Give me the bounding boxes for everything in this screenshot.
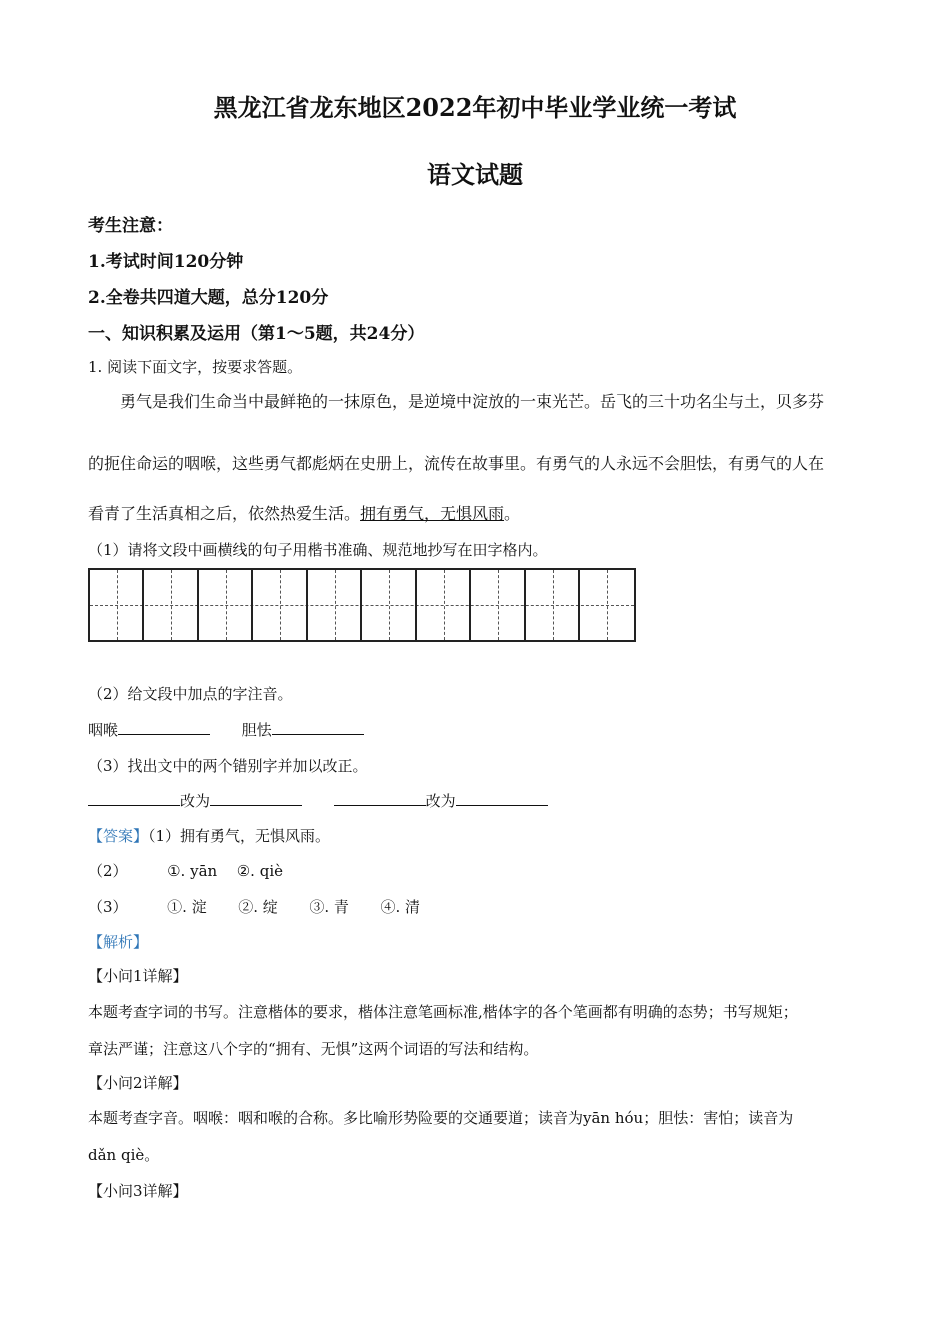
sub-question-1: （1）请将文段中画横线的句子用楷书准确、规范地抄写在田字格内。 [88, 541, 548, 559]
question-prompt [88, 356, 302, 377]
answer-line-1 [88, 825, 330, 846]
pinyin-blank-2[interactable] [272, 720, 364, 735]
grid-vertical-midline [444, 570, 445, 640]
grid-vertical-midline [553, 570, 554, 640]
grid-vertical-midline [280, 570, 281, 640]
analysis-sub-2-line-2: dǎn qiè。 [88, 1146, 160, 1164]
correct-char-blank-2[interactable] [456, 791, 548, 806]
grid-vertical-midline [226, 570, 227, 640]
answer-2-number: （2） [88, 862, 128, 880]
pinyin-blank-1[interactable] [118, 720, 210, 735]
word-danqie: 胆怯 [241, 721, 272, 739]
wrong-char-blank-1[interactable] [88, 791, 180, 806]
passage-line-3-end: 。 [504, 504, 521, 523]
grid-vertical-midline [171, 570, 172, 640]
analysis-sub-1-line-2: 章法严谨；注意这八个字的“拥有、无惧”这两个词语的写法和结构。 [88, 1040, 539, 1058]
passage-line-2: 的扼住命运的咽喉，这些勇气都彪炳在史册上，流传在故事里。有勇气的人永远不会胆怯，有勇气的人在 [88, 454, 825, 473]
question-prompt-text: 阅读下面文字，按要求答题。 [107, 358, 303, 376]
sub-question-3: （3）找出文中的两个错别字并加以改正。 [88, 757, 368, 775]
section-heading: 一、知识积累及运用（第1～5题，共24分） [88, 324, 425, 344]
grid-vertical-midline [607, 570, 608, 640]
answer-line-3 [88, 896, 420, 917]
change-to-label-2: 改为 [425, 792, 456, 810]
analysis-label: 【解析】 [88, 933, 149, 951]
pinyin-answer-row [88, 719, 364, 740]
answer-2-item-2: ②. qiè [236, 862, 283, 880]
change-to-label-1: 改为 [180, 792, 211, 810]
grid-vertical-midline [335, 570, 336, 640]
answer-2-item-1: ①. yān [167, 862, 218, 880]
passage-line-1: 勇气是我们生命当中最鲜艳的一抹原色，是逆境中淀放的一束光芒。岳飞的三十功名尘与土，贝多芬 [120, 392, 825, 411]
analysis-sub-2-line-1: 本题考查字音。咽喉：咽和喉的合称。多比喻形势险要的交通要道；读音为yān hóu；胆怯：害怕；读音为 [88, 1109, 794, 1127]
answer-label: 【答案】 [88, 827, 149, 845]
answer-line-2 [88, 860, 283, 881]
notice-item-1: 1.考试时间120分钟 [88, 252, 244, 272]
page-subtitle: 语文试题 [427, 160, 523, 189]
answer-3-item-1: ①. 淀 [167, 898, 207, 916]
page-title: 黑龙江省龙东地区2022年初中毕业学业统一考试 [213, 93, 737, 122]
answer-1: （1）拥有勇气，无惧风雨。 [148, 827, 331, 845]
notice-heading: 考生注意： [88, 216, 173, 236]
question-number: 1. [88, 358, 103, 376]
answer-3-item-2: ②. 绽 [238, 898, 278, 916]
analysis-sub-1-heading: 【小问1详解】 [88, 967, 188, 985]
passage-line-3 [88, 501, 520, 524]
correction-row [88, 790, 548, 811]
grid-vertical-midline [117, 570, 118, 640]
passage-line-3-start: 看青了生活真相之后，依然热爱生活。 [88, 504, 361, 523]
grid-vertical-midline [389, 570, 390, 640]
analysis-sub-2-heading: 【小问2详解】 [88, 1074, 188, 1092]
wrong-char-blank-2[interactable] [334, 791, 426, 806]
correct-char-blank-1[interactable] [210, 791, 302, 806]
sub-question-2: （2）给文段中加点的字注音。 [88, 685, 293, 703]
tianzige-grid[interactable] [88, 568, 636, 642]
grid-vertical-midline [498, 570, 499, 640]
analysis-sub-3-heading: 【小问3详解】 [88, 1182, 188, 1200]
underlined-sentence: 拥有勇气，无惧风雨 [360, 504, 505, 523]
word-yanhou: 咽喉 [88, 721, 119, 739]
answer-3-item-3: ③. 青 [309, 898, 349, 916]
answer-3-item-4: ④. 清 [380, 898, 420, 916]
notice-item-2: 2.全卷共四道大题，总分120分 [88, 288, 329, 308]
analysis-sub-1-line-1: 本题考查字词的书写。注意楷体的要求，楷体注意笔画标准,楷体字的各个笔画都有明确的态势；书写规矩； [88, 1003, 798, 1021]
answer-3-number: （3） [88, 898, 128, 916]
